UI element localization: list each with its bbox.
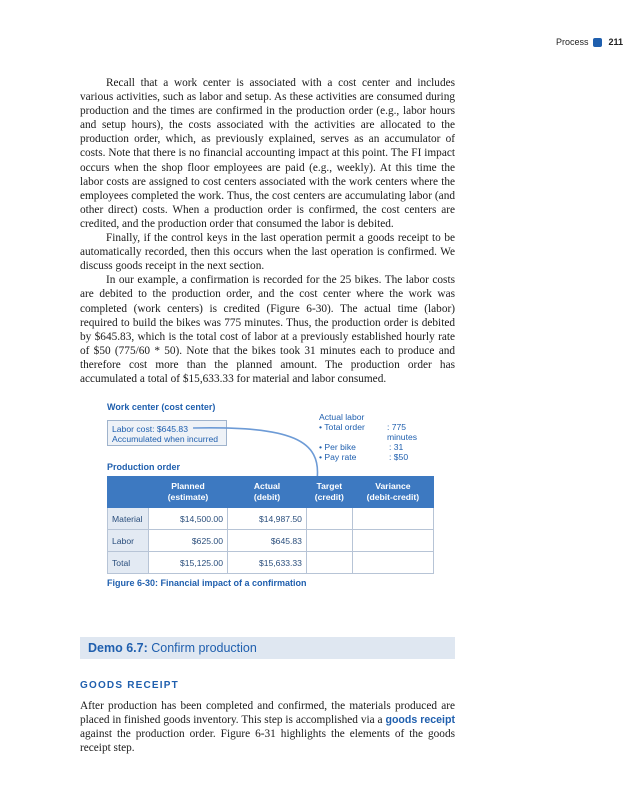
paragraph: In our example, a confirmation is recorded for the 25 bikes. The labor costs are debited to the production order, and the cost center where the work was completed (work centers) is credited (Figure 6-30). The actual time (labor) required to build the bikes was 775 minutes. Thus, the production order is debited by $645.83, which is the total cost of labor at a previously established hourly rate of $50 (775/60 * 50). Note that the bikes took 31 minutes each to produce and therefore cost more than the planned amount. The production order has accumulated a total of $15,633.33 for material and labor consumed. [80,274,455,385]
table-row: Labor $625.00 $645.83 [108,530,434,552]
demo-banner [80,637,455,659]
accumulated-text: Accumulated when incurred [112,434,219,444]
demo-label: Demo 6.7: [88,641,148,655]
col-actual: Actual (debit) [227,477,306,508]
table-header-row [108,477,434,508]
table-row: Total $15,125.00 $15,633.33 [108,552,434,574]
col-planned: Planned (estimate) [149,477,228,508]
table-row: Material $14,500.00 $14,987.50 [108,508,434,530]
corner-cell [108,477,149,508]
goods-receipt-text [80,699,455,755]
running-header [556,37,623,47]
paragraph: After production has been completed and confirmed, the materials produced are placed in finished goods inventory. This step is accomplished via a goods receipt against the production order. Figure 6-31 highlights the elements of the goods receipt step. [80,700,456,755]
actual-labor-row: • Total order : 775 minutes [319,422,418,442]
header-square-icon [593,38,602,47]
section-name: Process [555,37,589,47]
page-number: 211 [608,37,623,47]
labor-cost-text: Labor cost: $645.83 [112,424,188,434]
demo-title: Confirm production [151,641,257,655]
body-text [80,76,455,386]
actual-labor-row: • Pay rate : $50 [319,452,409,462]
keyword-goods-receipt: goods receipt [385,714,456,727]
actual-labor-block [319,412,437,462]
section-heading: GOODS RECEIPT [80,680,179,691]
figure-6-30 [107,400,437,600]
work-center-title: Work center (cost center) [107,402,216,412]
col-variance: Variance (debit-credit) [352,477,433,508]
paragraph: Recall that a work center is associated with a cost center and includes various activities, such as labor and setup. As these activities are consumed during production and the times are confirmed in the production order (e.g., labor hours and setup hours), the costs associated with the activities are allocated to the production order, which, as previously explained, serves as an accumulator of costs. Note that there is no financial accounting impact at this point. The FI impact occurs when the shop floor employees are paid (e.g., weekly). At this time the labor costs are assigned to cost centers associated with the work centers where the employees completed the work. Thus, the cost centers are accumulating labor (and other direct) costs. When a production order is confirmed, the cost centers are credited, and the production order that consumed the labor is debited. [80,77,455,230]
actual-labor-title: Actual labor [319,412,365,422]
figure-caption: Figure 6-30: Financial impact of a confirmation [107,578,307,588]
actual-labor-row: • Per bike : 31 [319,442,404,452]
col-target: Target (credit) [306,477,352,508]
production-order-table [107,476,434,574]
paragraph: Finally, if the control keys in the last operation permit a goods receipt to be automatically recorded, then this occurs when the last operation is confirmed. We discuss goods receipt in the next section. [80,232,455,273]
production-order-title: Production order [107,462,181,472]
